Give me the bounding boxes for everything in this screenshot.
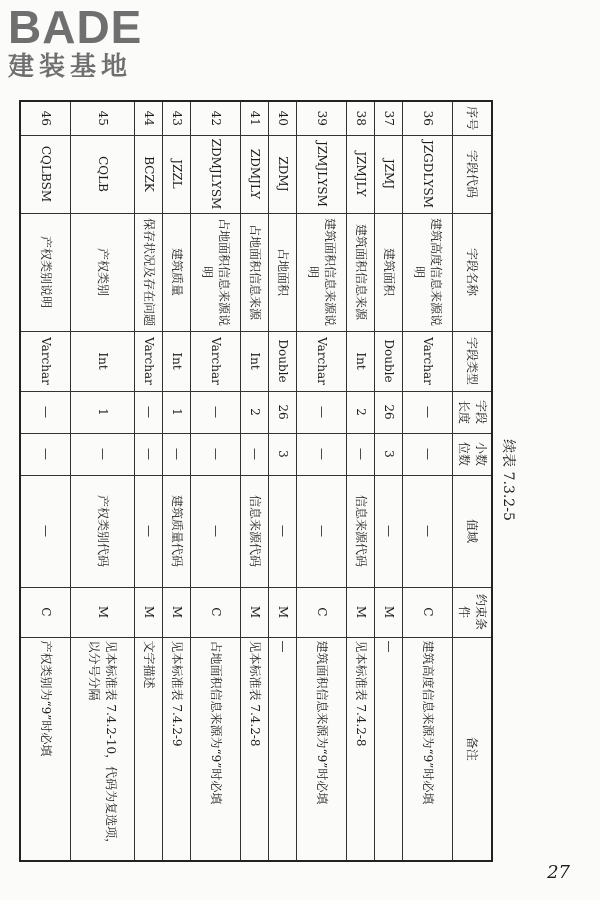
cell-decimals: — xyxy=(21,433,71,475)
page-number: 27 xyxy=(547,862,570,883)
cell-length: 2 xyxy=(241,391,269,433)
cell-constraint: M xyxy=(347,587,375,637)
cell-length: — xyxy=(21,391,71,433)
cell-constraint: M xyxy=(241,587,269,637)
header-code: 字段代码 xyxy=(453,135,493,213)
table-header-row xyxy=(453,101,493,861)
cell-length: 2 xyxy=(347,391,375,433)
cell-length: 26 xyxy=(375,391,403,433)
cell-domain: — xyxy=(403,475,453,587)
cell-constraint: C xyxy=(21,587,71,637)
cell-remark: 建筑高度信息来源为“9”时必填 xyxy=(403,637,453,861)
cell-decimals: — xyxy=(135,433,163,475)
cell-name: 占地面积信息来源 xyxy=(241,213,269,331)
cell-constraint: M xyxy=(163,587,191,637)
cell-length: 1 xyxy=(163,391,191,433)
table-row xyxy=(347,101,375,861)
table-row xyxy=(191,101,241,861)
cell-type: Double xyxy=(269,331,297,391)
cell-length: — xyxy=(403,391,453,433)
cell-type: Varchar xyxy=(21,331,71,391)
cell-code: ZDMJLY xyxy=(241,135,269,213)
cell-remark: 见本标准表 7.4.2-9 xyxy=(163,637,191,861)
cell-seq: 44 xyxy=(135,101,163,135)
cell-domain: — xyxy=(269,475,297,587)
cell-type: Double xyxy=(375,331,403,391)
cell-remark: 占地面积信息来源为“9”时必填 xyxy=(191,637,241,861)
cell-seq: 38 xyxy=(347,101,375,135)
cell-seq: 36 xyxy=(403,101,453,135)
cell-constraint: C xyxy=(191,587,241,637)
table-row xyxy=(163,101,191,861)
cell-remark: 见本标准表 7.4.2-10，代码为复选项，以分号分隔 xyxy=(71,637,135,861)
cell-code: JZZL xyxy=(163,135,191,213)
logo-subtitle: 建装基地 xyxy=(8,52,133,82)
table-caption: 续表 7.3.2-5 xyxy=(500,439,516,521)
cell-domain: — xyxy=(135,475,163,587)
header-remark: 备注 xyxy=(453,637,493,861)
cell-constraint: C xyxy=(297,587,347,637)
cell-remark: 见本标准表 7.4.2-8 xyxy=(347,637,375,861)
cell-name: 产权类别 xyxy=(71,213,135,331)
table-row xyxy=(241,101,269,861)
cell-name: 占地面积信息来源说明 xyxy=(191,213,241,331)
cell-code: ZDMJ xyxy=(269,135,297,213)
header-constraint: 约束条件 xyxy=(453,587,493,637)
cell-remark: — xyxy=(375,637,403,861)
cell-seq: 39 xyxy=(297,101,347,135)
cell-length: — xyxy=(297,391,347,433)
header-domain: 值域 xyxy=(453,475,493,587)
cell-domain: — xyxy=(21,475,71,587)
header-length: 字段长度 xyxy=(453,391,493,433)
cell-decimals: — xyxy=(71,433,135,475)
cell-decimals: — xyxy=(241,433,269,475)
cell-domain: 信息来源代码 xyxy=(347,475,375,587)
cell-name: 建筑面积信息来源说明 xyxy=(297,213,347,331)
cell-constraint: M xyxy=(71,587,135,637)
cell-code: ZDMJLYSM xyxy=(191,135,241,213)
cell-type: Varchar xyxy=(297,331,347,391)
cell-decimals: — xyxy=(297,433,347,475)
table-row xyxy=(71,101,135,861)
cell-code: BCZK xyxy=(135,135,163,213)
cell-name: 建筑面积信息来源 xyxy=(347,213,375,331)
cell-constraint: M xyxy=(135,587,163,637)
cell-type: Int xyxy=(241,331,269,391)
cell-remark: 建筑面积信息来源为“9”时必填 xyxy=(297,637,347,861)
cell-code: JZMJLY xyxy=(347,135,375,213)
cell-seq: 37 xyxy=(375,101,403,135)
header-type: 字段类型 xyxy=(453,331,493,391)
cell-length: 26 xyxy=(269,391,297,433)
cell-seq: 40 xyxy=(269,101,297,135)
table-row xyxy=(135,101,163,861)
cell-constraint: C xyxy=(403,587,453,637)
cell-name: 建筑质量 xyxy=(163,213,191,331)
cell-seq: 43 xyxy=(163,101,191,135)
cell-seq: 45 xyxy=(71,101,135,135)
cell-code: JZMJ xyxy=(375,135,403,213)
cell-remark: 文字描述 xyxy=(135,637,163,861)
cell-code: CQLBSM xyxy=(21,135,71,213)
table-row xyxy=(403,101,453,861)
cell-type: Int xyxy=(71,331,135,391)
cell-name: 产权类别说明 xyxy=(21,213,71,331)
cell-code: CQLB xyxy=(71,135,135,213)
cell-seq: 46 xyxy=(21,101,71,135)
cell-constraint: M xyxy=(375,587,403,637)
cell-name: 保存状况及存在问题 xyxy=(135,213,163,331)
cell-remark: 见本标准表 7.4.2-8 xyxy=(241,637,269,861)
cell-domain: — xyxy=(191,475,241,587)
cell-seq: 42 xyxy=(191,101,241,135)
rotated-page xyxy=(39,100,523,860)
cell-length: — xyxy=(191,391,241,433)
header-seq: 序号 xyxy=(453,101,493,135)
header-name: 字段名称 xyxy=(453,213,493,331)
cell-domain: 产权类别代码 xyxy=(71,475,135,587)
cell-type: Varchar xyxy=(135,331,163,391)
cell-type: Varchar xyxy=(403,331,453,391)
header-decimals: 小数位数 xyxy=(453,433,493,475)
cell-domain: — xyxy=(297,475,347,587)
cell-decimals: — xyxy=(163,433,191,475)
cell-seq: 41 xyxy=(241,101,269,135)
table-row xyxy=(21,101,71,861)
cell-name: 建筑面积 xyxy=(375,213,403,331)
bade-logo xyxy=(8,1,178,90)
table-row xyxy=(269,101,297,861)
cell-decimals: 3 xyxy=(375,433,403,475)
cell-length: 1 xyxy=(71,391,135,433)
cell-remark: 产权类别为“9”时必填 xyxy=(21,637,71,861)
cell-decimals: — xyxy=(191,433,241,475)
cell-name: 建筑高度信息来源说明 xyxy=(403,213,453,331)
cell-type: Varchar xyxy=(191,331,241,391)
cell-constraint: M xyxy=(269,587,297,637)
cell-remark: — xyxy=(269,637,297,861)
table-body xyxy=(21,101,453,861)
table-row xyxy=(375,101,403,861)
cell-name: 占地面积 xyxy=(269,213,297,331)
cell-domain: 信息来源代码 xyxy=(241,475,269,587)
table-row xyxy=(297,101,347,861)
cell-code: JZMJLYSM xyxy=(297,135,347,213)
cell-domain: 建筑质量代码 xyxy=(163,475,191,587)
cell-length: — xyxy=(135,391,163,433)
logo-mark: BADE xyxy=(8,1,143,53)
cell-type: Int xyxy=(347,331,375,391)
cell-domain: — xyxy=(375,475,403,587)
cell-type: Int xyxy=(163,331,191,391)
cell-decimals: — xyxy=(347,433,375,475)
cell-decimals: — xyxy=(403,433,453,475)
cell-decimals: 3 xyxy=(269,433,297,475)
cell-code: JZGDLYSM xyxy=(403,135,453,213)
field-table xyxy=(20,100,494,862)
